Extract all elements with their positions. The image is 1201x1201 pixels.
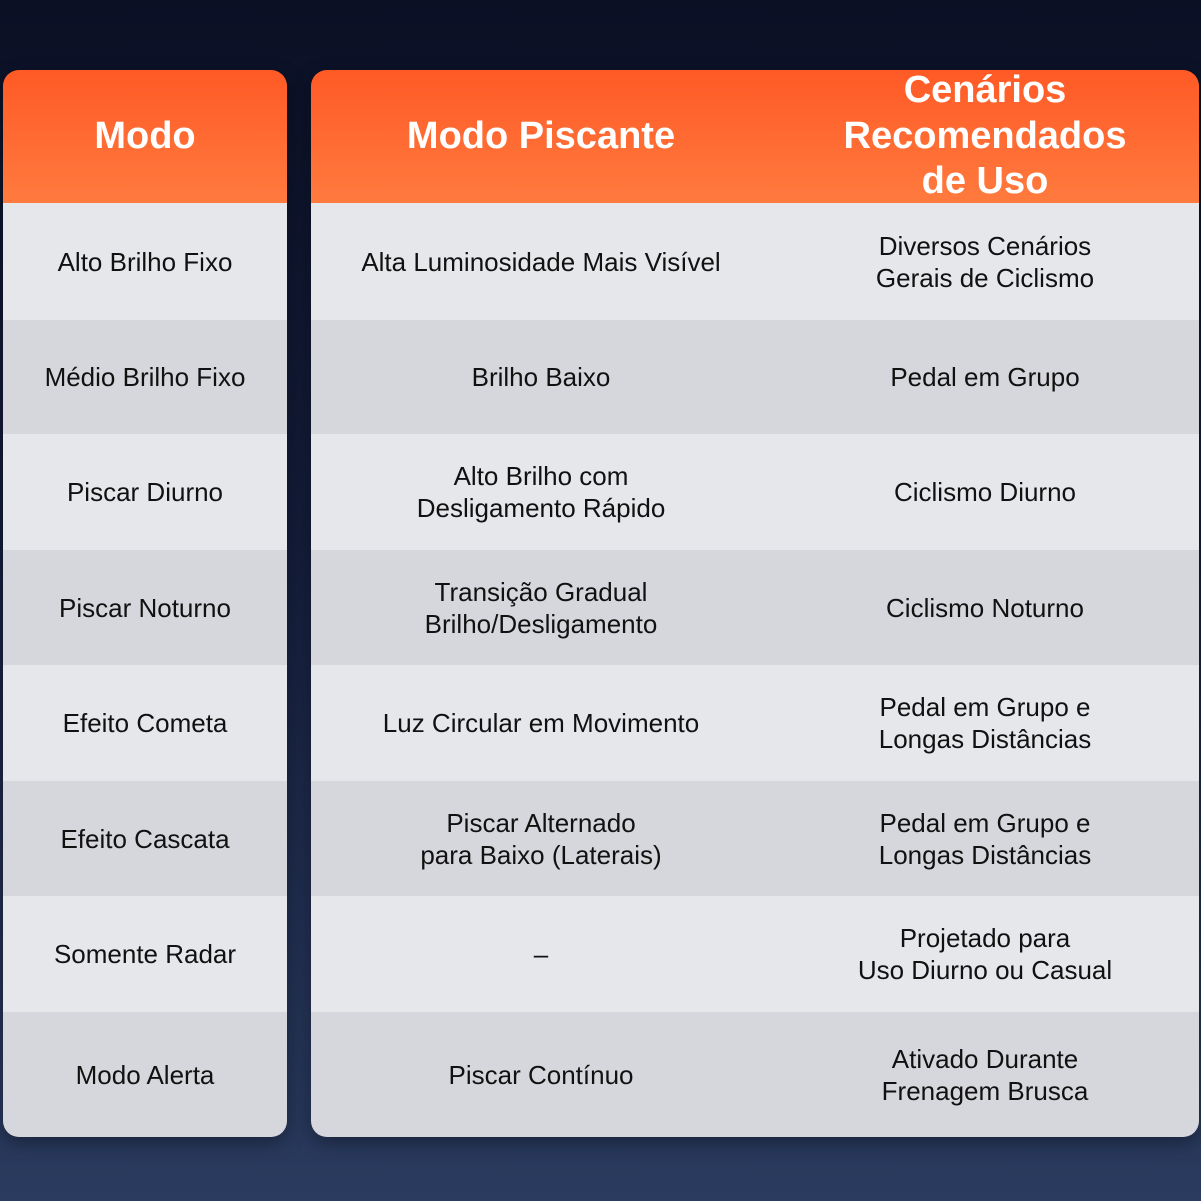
scenario-cell: Diversos Cenários Gerais de Ciclismo [875, 230, 1095, 293]
table-row [3, 781, 287, 896]
scenario-cell: Pedal em Grupo [890, 362, 1080, 392]
mode-cell: Piscar Diurno [66, 477, 224, 507]
table-row [311, 781, 1199, 896]
table-row [3, 203, 287, 320]
blink-cell: – [533, 939, 549, 969]
table-row [3, 434, 287, 550]
details-panel [311, 70, 1199, 1137]
table-row [311, 550, 1199, 665]
table-row [311, 203, 1199, 320]
scenario-cell: Projetado para Uso Diurno ou Casual [857, 923, 1113, 985]
scenario-cell: Ciclismo Noturno [886, 592, 1084, 623]
scenario-cell: Ativado Durante Frenagem Brusca [881, 1043, 1089, 1106]
blink-cell: Transição Gradual Brilho/Desligamento [424, 576, 658, 639]
table-row [3, 896, 287, 1012]
blink-cell: Brilho Baixo [471, 362, 611, 392]
table-row [311, 665, 1199, 781]
table-row [311, 434, 1199, 550]
mode-header-label: Modo [94, 114, 196, 157]
mode-cell: Efeito Cometa [62, 708, 228, 738]
mode-cell: Efeito Cascata [60, 823, 230, 854]
table-row [311, 1012, 1199, 1137]
mode-cell: Alto Brilho Fixo [57, 246, 233, 277]
table-row [3, 550, 287, 665]
blink-mode-header: Modo Piscante [406, 114, 676, 157]
scenarios-header: Cenários Recomendados de Uso [843, 70, 1127, 203]
blink-cell: Piscar Contínuo [448, 1059, 634, 1090]
blink-cell: Luz Circular em Movimento [382, 708, 700, 738]
mode-cell: Modo Alerta [75, 1059, 215, 1090]
mode-cell: Médio Brilho Fixo [44, 362, 246, 392]
blink-cell: Alto Brilho com Desligamento Rápido [416, 461, 666, 523]
scenario-cell: Pedal em Grupo e Longas Distâncias [878, 807, 1092, 870]
table-row [311, 320, 1199, 434]
mode-cell: Piscar Noturno [59, 592, 231, 623]
table-row [3, 320, 287, 434]
table-row [3, 665, 287, 781]
blink-cell: Alta Luminosidade Mais Visível [361, 246, 721, 277]
scenario-cell: Pedal em Grupo e Longas Distâncias [878, 692, 1092, 754]
scenario-cell: Ciclismo Diurno [893, 477, 1077, 507]
details-header [311, 70, 1199, 203]
mode-column-panel [3, 70, 287, 1137]
table-row [311, 896, 1199, 1012]
mode-cell: Somente Radar [53, 939, 237, 969]
blink-cell: Piscar Alternado para Baixo (Laterais) [420, 807, 662, 870]
table-row [3, 1012, 287, 1137]
mode-column-header [3, 70, 287, 203]
